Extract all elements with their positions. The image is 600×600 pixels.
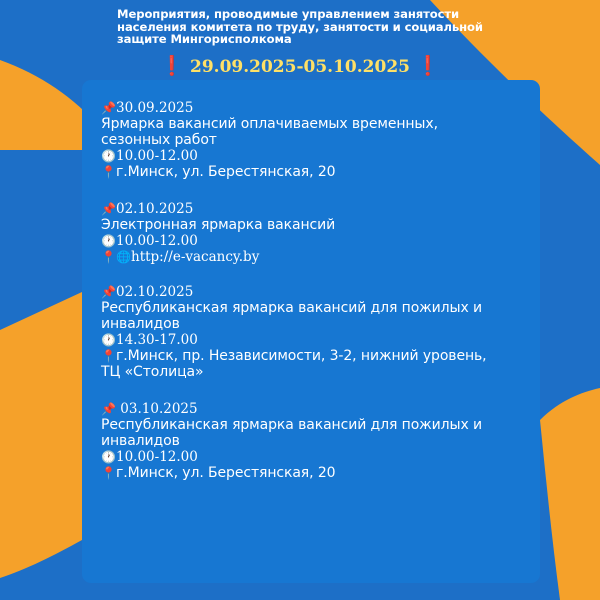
event-time-row <box>101 233 531 249</box>
event-title: инвалидов <box>101 433 180 449</box>
round-pushpin-icon: 📍 <box>101 349 116 363</box>
event-location: г.Минск, пр. Независимости, 3-2, нижний уровень, <box>116 348 487 364</box>
event-time-row <box>101 148 531 164</box>
event-time: 14.30-17.00 <box>116 332 198 348</box>
event-title: Республиканская ярмарка вакансий для пожилых и <box>101 300 483 316</box>
event-time-row <box>101 332 531 348</box>
event-location-row <box>101 465 531 481</box>
event-item <box>101 100 531 180</box>
event-location-row <box>101 348 531 364</box>
exclamation-icon: ❗ <box>160 55 184 77</box>
globe-icon: 🌐 <box>116 250 131 264</box>
event-website-row <box>101 249 531 265</box>
event-date-row <box>101 284 531 300</box>
event-title: инвалидов <box>101 316 180 332</box>
event-time: 10.00-12.00 <box>116 233 198 249</box>
event-item <box>101 284 531 380</box>
clock-icon: 🕐 <box>101 149 116 163</box>
clock-icon: 🕐 <box>101 333 116 347</box>
date-range-banner <box>0 54 600 77</box>
clock-icon: 🕐 <box>101 450 116 464</box>
event-time: 10.00-12.00 <box>116 449 198 465</box>
event-title: Республиканская ярмарка вакансий для пожилых и <box>101 417 483 433</box>
event-title: сезонных работ <box>101 132 217 148</box>
round-pushpin-icon: 📍 <box>101 250 116 264</box>
event-date-row <box>101 401 531 417</box>
header <box>0 8 600 48</box>
header-title-line: Мероприятия, проводимые управлением занятости <box>117 7 460 21</box>
event-item <box>101 201 531 265</box>
event-date: 03.10.2025 <box>120 401 198 417</box>
pushpin-icon: 📌 <box>101 202 116 216</box>
header-title-line: населения комитета по труду, занятости и социальной <box>117 19 483 34</box>
event-date: 02.10.2025 <box>116 284 194 300</box>
pushpin-icon: 📌 <box>101 285 116 299</box>
event-title: Ярмарка вакансий оплачиваемых временных, <box>101 116 438 132</box>
date-range-text: 29.09.2025-05.10.2025 <box>190 57 410 77</box>
event-time: 10.00-12.00 <box>116 148 198 164</box>
round-pushpin-icon: 📍 <box>101 165 116 179</box>
header-title <box>117 8 483 46</box>
pushpin-icon: 📌 <box>101 402 116 416</box>
event-date-row <box>101 201 531 217</box>
pushpin-icon: 📌 <box>101 101 116 115</box>
clock-icon: 🕐 <box>101 234 116 248</box>
event-location-row <box>101 164 531 180</box>
event-date: 30.09.2025 <box>116 100 194 116</box>
event-website-link[interactable]: http://e-vacancy.by <box>131 249 260 265</box>
event-time-row <box>101 449 531 465</box>
event-location: г.Минск, ул. Берестянская, 20 <box>116 465 336 481</box>
event-location-continued: ТЦ «Столица» <box>101 364 204 380</box>
event-date: 02.10.2025 <box>116 201 194 217</box>
event-location: г.Минск, ул. Берестянская, 20 <box>116 164 336 180</box>
event-date-row <box>101 100 531 116</box>
event-title: Электронная ярмарка вакансий <box>101 217 336 233</box>
round-pushpin-icon: 📍 <box>101 466 116 480</box>
header-title-line: защите Мингорисполкома <box>117 32 292 47</box>
event-item <box>101 401 531 481</box>
exclamation-icon: ❗ <box>416 55 440 77</box>
